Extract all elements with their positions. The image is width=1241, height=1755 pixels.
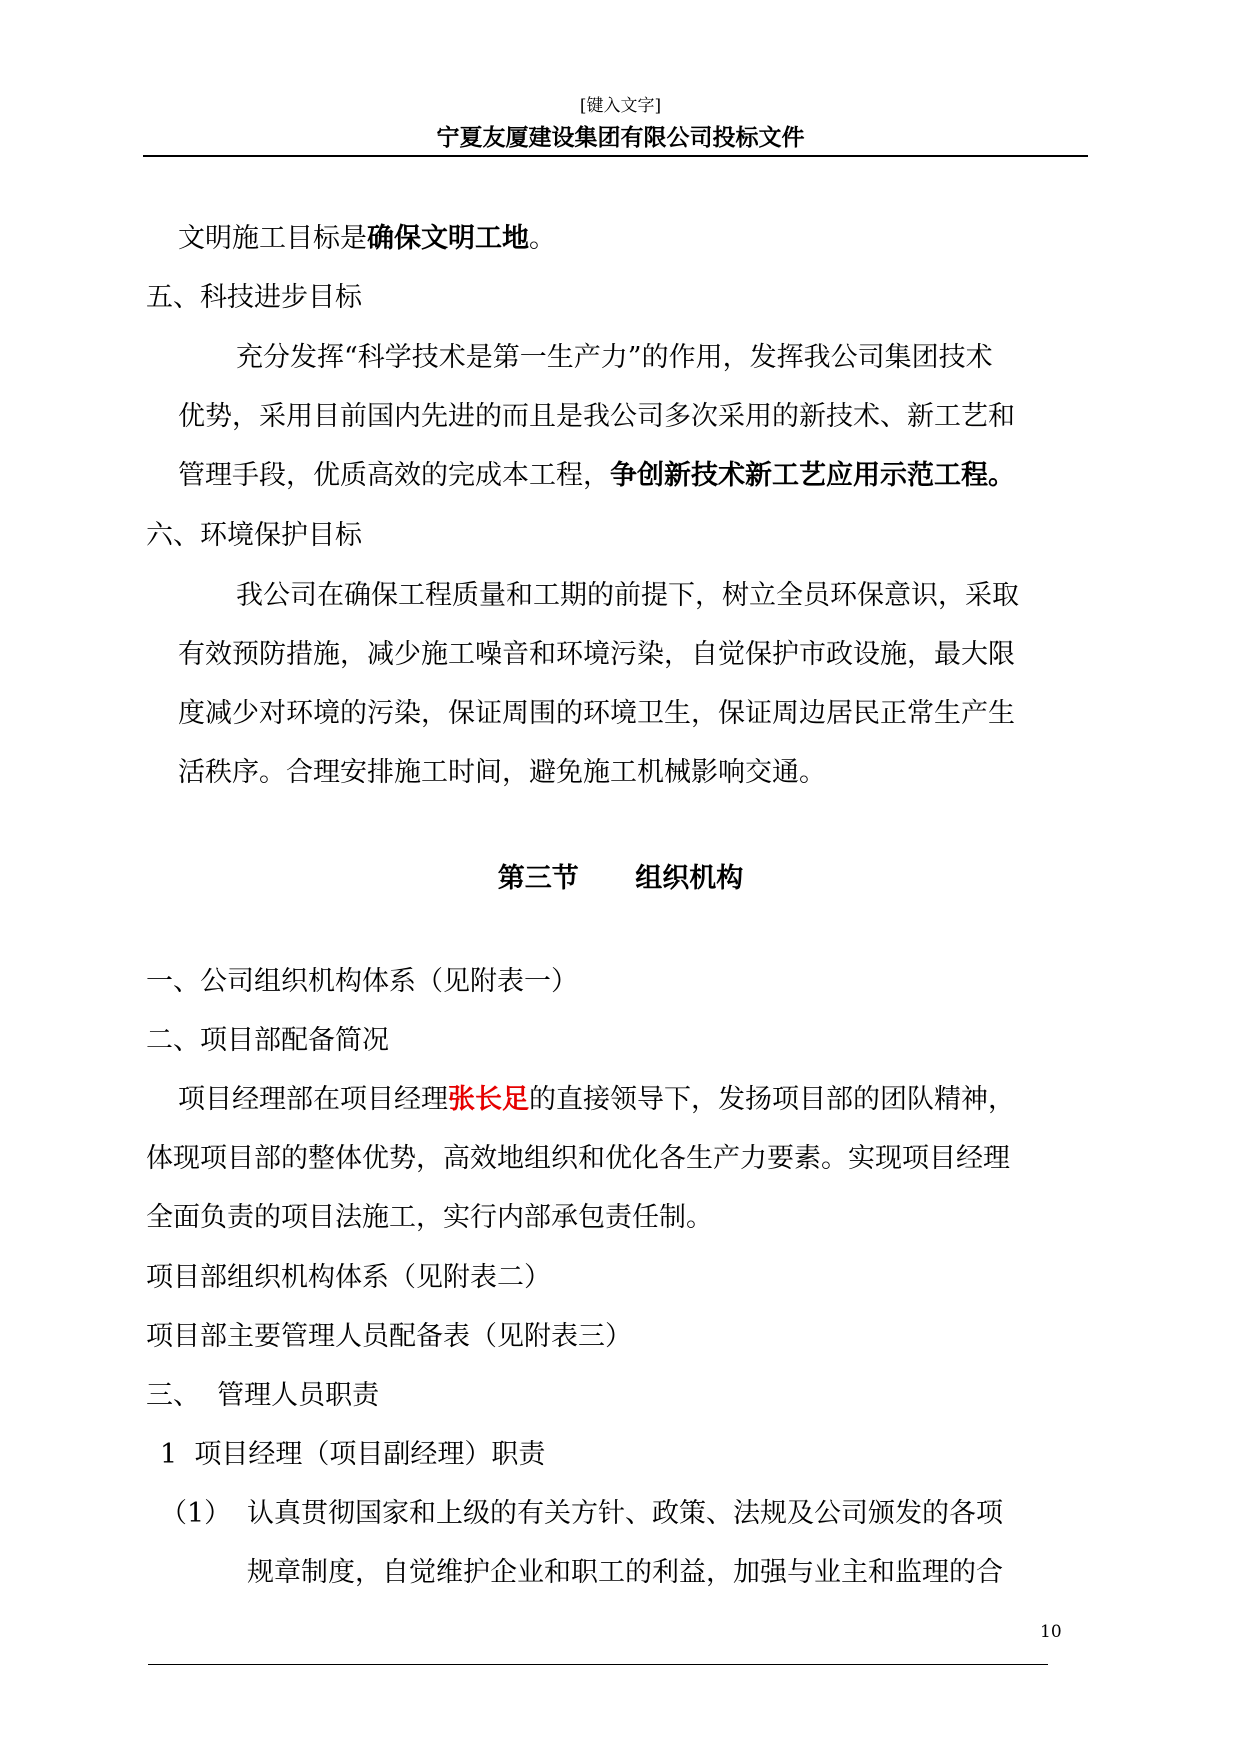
paragraph-pm-line-1-text: 项目经理部在项目经理	[178, 1084, 448, 1115]
page-number: 10	[1040, 1622, 1062, 1642]
paragraph-env-line-1: 我公司在确保工程质量和工期的前提下，树立全员环保意识，采取	[236, 580, 1019, 611]
paragraph-env-line-4: 活秩序。合理安排施工时间，避免施工机械影响交通。	[178, 757, 826, 788]
paragraph-tech-line-3	[178, 458, 1015, 494]
project-manager-name: 张长足	[448, 1084, 529, 1115]
paragraph-tech-line-2: 优势，采用目前国内先进的而且是我公司多次采用的新技术、新工艺和	[178, 401, 1015, 432]
heading-environment: 六、环境保护目标	[146, 520, 362, 551]
section-title: 第三节 组织机构	[497, 863, 744, 894]
paragraph-tech-line-3-text: 管理手段，优质高效的完成本工程，	[178, 460, 610, 491]
subheading-pm-duties: 1 项目经理（项目副经理）职责	[160, 1439, 546, 1470]
subheading-company-org: 一、公司组织机构体系（见附表一）	[146, 966, 578, 997]
header-rule	[143, 155, 1088, 157]
civilized-target-text: 文明施工目标是	[178, 223, 367, 254]
paragraph-pm-line-3: 全面负责的项目法施工，实行内部承包责任制。	[146, 1202, 713, 1233]
subheading-duties: 三、 管理人员职责	[146, 1380, 380, 1411]
item-1-line-1: 认真贯彻国家和上级的有关方针、政策、法规及公司颁发的各项	[247, 1498, 1003, 1529]
header-placeholder: [键入文字]	[579, 96, 662, 116]
header-title: 宁夏友厦建设集团有限公司投标文件	[436, 124, 805, 151]
subheading-project-staffing: 二、项目部配备简况	[146, 1025, 389, 1056]
paragraph-pm-line-1-end: 的直接领导下，发扬项目部的团队精神，	[529, 1084, 1015, 1115]
civilized-target-end: 。	[529, 223, 556, 254]
paragraph-env-line-2: 有效预防措施，减少施工噪音和环境污染，自觉保护市政设施，最大限	[178, 639, 1015, 670]
paragraph-pm-line-2: 体现项目部的整体优势，高效地组织和优化各生产力要素。实现项目经理	[146, 1143, 1010, 1174]
project-org-line: 项目部组织机构体系（见附表二）	[146, 1262, 551, 1293]
paragraph-tech-line-3-bold: 争创新技术新工艺应用示范工程。	[610, 460, 1015, 491]
item-1-line-2: 规章制度，自觉维护企业和职工的利益，加强与业主和监理的合	[247, 1557, 1003, 1588]
paragraph-tech-line-1: 充分发挥“科学技术是第一生产力”的作用，发挥我公司集团技术	[236, 342, 993, 373]
staff-table-line: 项目部主要管理人员配备表（见附表三）	[146, 1321, 632, 1352]
paragraph-env-line-3: 度减少对环境的污染，保证周围的环境卫生，保证周边居民正常生产生	[178, 698, 1015, 729]
civilized-target-bold: 确保文明工地	[367, 223, 529, 254]
paragraph-pm-line-1	[178, 1082, 1015, 1118]
footer-rule	[148, 1664, 1048, 1665]
heading-tech-progress: 五、科技进步目标	[146, 282, 362, 313]
item-1-number: （1）	[160, 1498, 232, 1529]
civilized-target-line	[178, 221, 556, 257]
